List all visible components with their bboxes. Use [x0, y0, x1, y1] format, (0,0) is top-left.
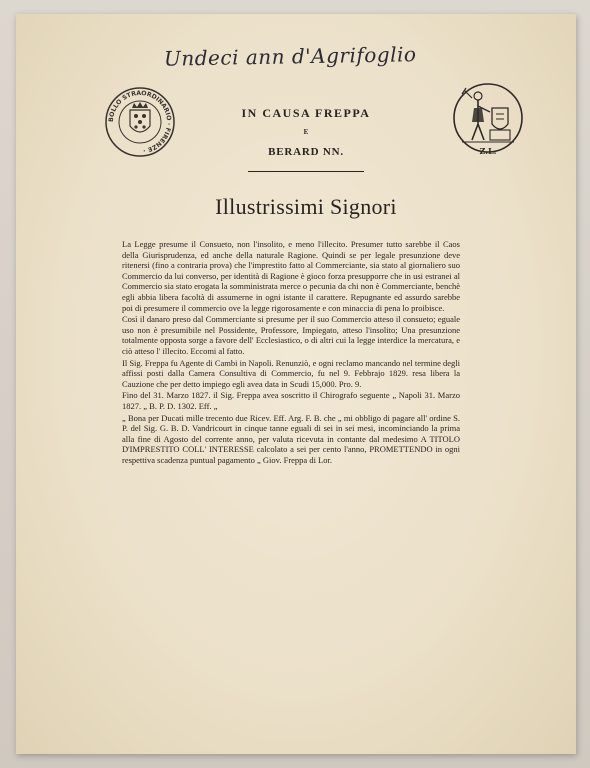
paragraph-2: Così il danaro preso dal Commerciante si presume per il suo Commercio atteso il consueto; eguale uso non è presumibile nel Possidente, Professore, Impiegato, atteso l'insolito; Una presunzione totalmente opposta sorge a favore dell' Ecclesiastico, o di altri cui la legge interdice la mercatura, e ciò atteso l' illecito. Eccomi al fatto.: [122, 314, 460, 356]
quoted-chirograph: „ Bona per Ducati mille trecento due Ricev. Eff. Arg. F. B. che „ mi obbligo di pagare all' ordine S. P. del Sig. G. B. D. Vandricourt in cinque tanne eguali di sei in sei mesi, incominciando la prima alla fine di Agosto del corrente anno, per valuta ricevuta in contante dal medesimo A TITOLO D'IMPRESTITO COLL' INTERESSE calcolato a sei per cento l'anno, PROMETTENDO in ogni respettiva scadenza puntual pagamento „ Giov. Freppa di Lor.: [122, 412, 460, 465]
stamp-label: Z.L.: [479, 146, 497, 156]
document-body: [122, 238, 460, 465]
document-heading: Illustrissimi Signori: [215, 194, 397, 219]
paragraph-4: Fino del 31. Marzo 1827. il Sig. Freppa avea soscritto il Chirografo seguente „ Napoli 31. Marzo 1827. „ B. P. D. 1302. Eff. „: [122, 390, 460, 411]
case-conjunction: E: [303, 128, 309, 136]
case-title: IN CAUSA FREPPA: [241, 106, 371, 120]
paragraph-1: La Legge presume il Consueto, non l'insolito, e meno l'illecito. Presumer tutto sarebbe il Caos della Giurisprudenza, ed anche della naturale Ragione. Quindi se per legale presunzione deve ritenersi (fino a contraria prova) che l'imprestito fatto al Commerciante, sia stato al giornaliero suo Commercio da lui converso, per identità di Ragione è gioco forza presupporre che in usi estranei al Commercio sia stato erogata la somministrata merce o pecunia da chi non è Commerciante, benchè egli abbia libera facoltà di assumerne in ogni istante il carattere. Repugnante ed assurdo sarebbe poi di presumere il commercio ove la legge rigorosamente e con minaccia di pena lo proibisce.: [122, 239, 460, 313]
paragraph-3: Il Sig. Freppa fu Agente di Cambi in Napoli. Renunziò, e ogni reclamo mancando nel termine degli affissi posti dalla Camera Consultiva di Commercio, fu nel 9. Febbrajo 1829. resa libera la Cauzione che per detto impiego egli avea data in Scudi 15,000. Pro. 9.: [122, 357, 460, 389]
seal-ring-text: BOLLO STRAORDINARIO · FIRENZE ·: [107, 89, 173, 154]
title-divider: [248, 171, 364, 172]
document-page: [16, 14, 576, 754]
coat-of-arms-seal-icon: [104, 86, 176, 158]
case-other-party: BERARD NN.: [268, 146, 344, 158]
figure-with-shield-stamp-icon: [450, 78, 526, 162]
handwritten-note: Undeci ann d'Agrifoglio: [163, 42, 417, 71]
